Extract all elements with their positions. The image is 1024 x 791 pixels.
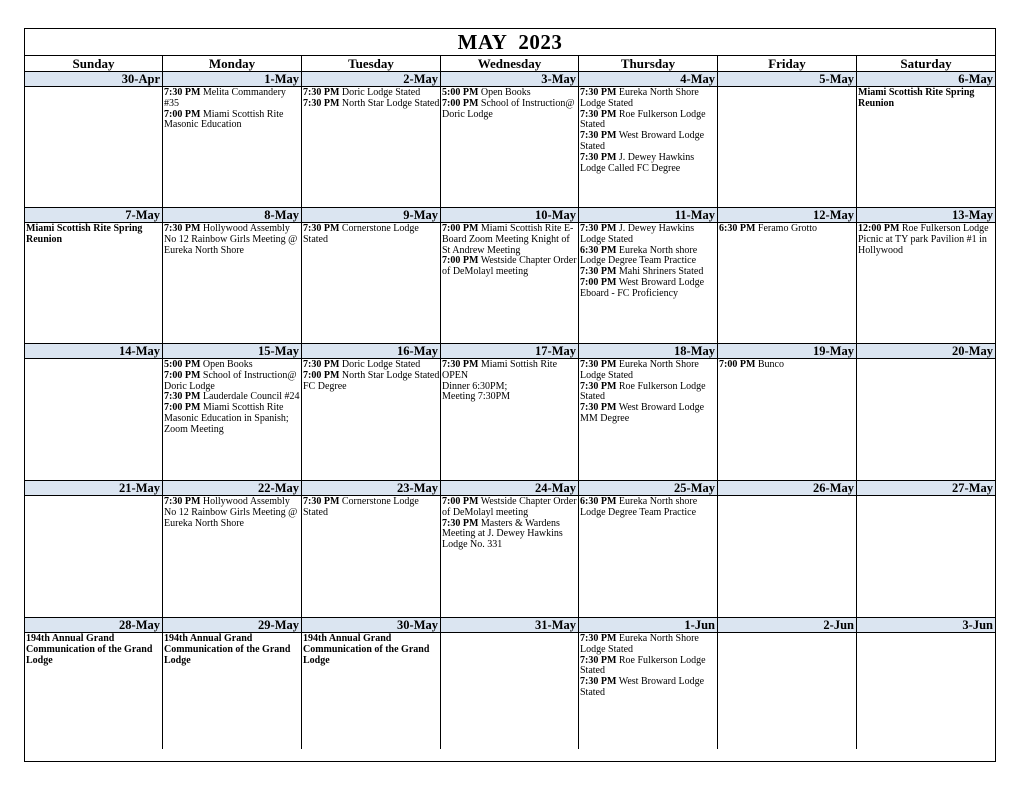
event-item[interactable] [164, 497, 301, 529]
event-item[interactable] [442, 519, 578, 551]
event-item[interactable] [580, 278, 717, 300]
date-label: 19-May [718, 344, 856, 359]
day-cell[interactable] [441, 481, 579, 618]
event-item[interactable] [164, 110, 301, 132]
day-cell[interactable] [302, 344, 441, 481]
event-time: 7:30 PM [580, 654, 617, 666]
event-time: 7:00 PM [164, 108, 201, 120]
day-cell[interactable] [579, 344, 718, 481]
event-time: 7:00 PM [164, 369, 201, 381]
day-cell[interactable] [441, 344, 579, 481]
event-list [163, 223, 301, 256]
date-label: 16-May [302, 344, 440, 359]
day-cell[interactable] [857, 208, 995, 344]
date-label: 18-May [579, 344, 717, 359]
day-cell[interactable] [857, 481, 995, 618]
date-label: 25-May [579, 481, 717, 496]
event-text: J. Dewey Hawkins Lodge Called FC Degree [580, 151, 695, 174]
day-cell[interactable] [302, 208, 441, 344]
event-text: Miami Scottish Rite Spring Reunion [858, 87, 975, 109]
event-text: Meeting 7:30PM [442, 391, 511, 403]
calendar [24, 28, 996, 762]
event-time: 7:30 PM [580, 380, 617, 392]
event-item[interactable] [580, 497, 717, 519]
event-list [25, 496, 162, 497]
event-item[interactable] [580, 403, 717, 425]
day-cell[interactable] [25, 72, 163, 208]
date-label: 12-May [718, 208, 856, 223]
event-text: Roe Fulkerson Lodge Stated [580, 654, 706, 677]
event-text: 194th Annual Grand Communication of the Grand Lodge [26, 633, 153, 666]
day-cell[interactable] [718, 618, 857, 749]
event-list [718, 359, 856, 371]
event-text: Miami Scottish Rite E-Board Zoom Meeting Knight of St Andrew Meeting [442, 223, 574, 256]
event-text: Miami Sottish Rite OPEN [442, 359, 558, 381]
event-text: Eureka North shore Lodge Degree Team Practice [580, 496, 698, 518]
event-list [25, 359, 162, 360]
event-time: 6:30 PM [580, 244, 617, 256]
event-time: 7:00 PM [442, 255, 479, 267]
date-label: 1-Jun [579, 618, 717, 633]
event-list [441, 87, 578, 120]
event-item[interactable] [164, 371, 301, 393]
event-list [163, 496, 301, 529]
date-label: 13-May [857, 208, 995, 223]
event-time: 7:00 PM [719, 359, 756, 370]
event-item[interactable] [442, 360, 578, 382]
date-label: 22-May [163, 481, 301, 496]
event-text: West Broward Lodge Stated [580, 676, 705, 698]
event-list [302, 223, 440, 246]
event-text: School of Instruction@ Doric Lodge [442, 97, 575, 120]
event-list [857, 633, 995, 634]
event-text: West Broward Lodge MM Degree [580, 402, 705, 424]
date-label: 17-May [441, 344, 578, 359]
event-time: 7:30 PM [164, 223, 201, 234]
day-cell[interactable] [163, 344, 302, 481]
event-text: Cornerstone Lodge Stated [303, 223, 419, 245]
event-item[interactable] [26, 224, 162, 246]
event-item[interactable] [303, 634, 440, 666]
event-time: 12:00 PM [858, 223, 900, 234]
day-cell[interactable] [857, 344, 995, 481]
event-item[interactable] [442, 256, 578, 278]
event-text: Hollywood Assembly No 12 Rainbow Girls Meeting @ Eureka North Shore [164, 496, 298, 529]
event-text: West Broward Lodge Stated [580, 130, 705, 152]
day-cell[interactable] [25, 344, 163, 481]
day-cell[interactable] [25, 618, 163, 749]
date-label: 3-Jun [857, 618, 995, 633]
event-item[interactable] [580, 382, 717, 404]
date-label: 8-May [163, 208, 301, 223]
event-item[interactable] [580, 656, 717, 678]
day-cell[interactable] [163, 72, 302, 208]
event-time: 7:00 PM [442, 97, 479, 109]
event-text: Open Books [202, 359, 253, 370]
event-text: Cornerstone Lodge Stated [303, 496, 419, 518]
event-text: Masters & Wardens Meeting at J. Dewey Hawkins Lodge No. 331 [442, 517, 563, 551]
date-label: 2-Jun [718, 618, 856, 633]
day-cell[interactable] [579, 481, 718, 618]
event-item[interactable] [580, 153, 717, 175]
event-list [441, 496, 578, 551]
date-label: 29-May [163, 618, 301, 633]
day-cell[interactable] [857, 618, 995, 749]
day-cell[interactable] [302, 72, 441, 208]
day-cell[interactable] [441, 72, 579, 208]
event-time: 7:30 PM [303, 87, 340, 98]
day-cell[interactable] [718, 481, 857, 618]
date-label: 1-May [163, 72, 301, 87]
day-cell[interactable] [718, 344, 857, 481]
date-label: 7-May [25, 208, 162, 223]
event-list [857, 87, 995, 110]
day-cell[interactable] [163, 481, 302, 618]
event-text: Eureka North Shore Lodge Stated [580, 633, 699, 655]
event-text: Miami Scottish Rite Masonic Education [164, 108, 284, 131]
event-item[interactable] [303, 497, 440, 519]
event-text: School of Instruction@ Doric Lodge [164, 369, 297, 392]
event-item[interactable] [303, 99, 440, 110]
weekday-header: Friday [718, 56, 857, 71]
date-label: 4-May [579, 72, 717, 87]
event-text: Hollywood Assembly No 12 Rainbow Girls Meeting @ Eureka North Shore [164, 223, 298, 256]
event-text: Eureka North Shore Lodge Stated [580, 359, 699, 381]
date-label: 23-May [302, 481, 440, 496]
event-time: 7:30 PM [580, 223, 617, 234]
event-item[interactable] [719, 360, 856, 371]
event-time: 7:30 PM [580, 151, 617, 163]
event-time: 7:30 PM [580, 87, 617, 98]
weekday-header: Thursday [579, 56, 718, 71]
day-cell[interactable] [579, 208, 718, 344]
event-list [718, 633, 856, 634]
date-label: 6-May [857, 72, 995, 87]
event-list [579, 87, 717, 174]
event-text: Westside Chapter Order of DeMolayl meeting [442, 255, 577, 278]
day-cell[interactable] [441, 208, 579, 344]
event-list [579, 496, 717, 519]
event-text: North Star Lodge Stated [341, 97, 440, 109]
event-item[interactable] [442, 224, 578, 256]
event-time: 7:30 PM [580, 359, 617, 370]
event-time: 7:30 PM [164, 391, 201, 403]
event-list [302, 496, 440, 519]
day-cell[interactable] [302, 481, 441, 618]
weekday-header: Saturday [900, 56, 952, 71]
event-text: J. Dewey Hawkins Lodge Stated [580, 223, 695, 245]
event-text: Eureka North Shore Lodge Stated [580, 87, 699, 109]
event-list [163, 359, 301, 436]
date-label: 24-May [441, 481, 578, 496]
event-text: Westside Chapter Order of DeMolayl meeting [442, 496, 577, 518]
event-item[interactable] [858, 224, 995, 256]
event-time: 7:00 PM [164, 402, 201, 414]
date-label: 30-Apr [25, 72, 162, 87]
event-item[interactable] [580, 246, 717, 268]
event-list [441, 633, 578, 634]
day-cell[interactable] [25, 208, 163, 344]
event-time: 7:30 PM [164, 87, 201, 98]
date-label: 31-May [441, 618, 578, 633]
event-list [579, 223, 717, 300]
event-item[interactable] [442, 392, 578, 403]
event-text: Melita Commandery #35 [164, 87, 286, 109]
event-text: Miami Scottish Rite Masonic Education in Spanish; Zoom Meeting [164, 402, 289, 435]
event-item[interactable] [580, 360, 717, 382]
date-label: 11-May [579, 208, 717, 223]
event-time: 7:00 PM [442, 223, 479, 234]
date-label: 27-May [857, 481, 995, 496]
event-list [857, 223, 995, 256]
event-time: 7:30 PM [442, 359, 479, 370]
date-label: 5-May [718, 72, 856, 87]
event-text: 194th Annual Grand Communication of the Grand Lodge [164, 633, 291, 666]
day-cell[interactable] [163, 618, 302, 749]
day-cell[interactable] [302, 618, 441, 749]
date-label: 14-May [25, 344, 162, 359]
event-item[interactable] [303, 224, 440, 246]
event-list [25, 633, 162, 666]
event-item[interactable] [442, 497, 578, 519]
day-cell[interactable] [441, 618, 579, 749]
date-label: 9-May [302, 208, 440, 223]
event-time: 5:00 PM [442, 87, 479, 98]
event-text: Eureka North shore Lodge Degree Team Practice [580, 244, 698, 267]
event-time: 7:30 PM [442, 517, 479, 529]
event-item[interactable] [164, 634, 301, 666]
event-list [163, 87, 301, 131]
event-list [302, 359, 440, 392]
event-list [441, 223, 578, 278]
date-label: 15-May [163, 344, 301, 359]
day-cell[interactable] [718, 208, 857, 344]
day-cell[interactable] [857, 72, 995, 208]
weekday-header: Tuesday [302, 56, 441, 71]
event-time: 7:30 PM [580, 266, 617, 278]
event-text: Open Books [480, 87, 531, 98]
event-time: 7:30 PM [303, 223, 340, 234]
event-list [718, 87, 856, 88]
date-label: 2-May [302, 72, 440, 87]
event-list [302, 633, 440, 666]
event-item[interactable] [580, 131, 717, 153]
day-cell[interactable] [718, 72, 857, 208]
event-time: 7:00 PM [303, 369, 340, 381]
event-time: 7:30 PM [303, 359, 340, 370]
date-label: 26-May [718, 481, 856, 496]
event-text: Feramo Grotto [757, 223, 818, 234]
date-label: 10-May [441, 208, 578, 223]
event-list [25, 223, 162, 246]
event-text: Roe Fulkerson Lodge Stated [580, 380, 706, 403]
event-time: 5:00 PM [164, 359, 201, 370]
event-item[interactable] [164, 403, 301, 435]
event-time: 6:30 PM [719, 223, 756, 234]
event-item[interactable] [164, 88, 301, 110]
event-text: Bunco [757, 359, 784, 370]
event-item[interactable] [580, 634, 717, 656]
event-time: 7:30 PM [580, 130, 617, 142]
event-text: Lauderdale Council #24 [202, 391, 300, 403]
event-text: West Broward Lodge Eboard - FC Proficiency [580, 276, 705, 299]
weekday-header: Monday [163, 56, 302, 71]
event-list [302, 87, 440, 110]
event-item[interactable] [303, 371, 440, 393]
event-time: 7:30 PM [580, 633, 617, 644]
event-text: 194th Annual Grand Communication of the Grand Lodge [303, 633, 430, 666]
weekday-header-row [25, 56, 995, 72]
event-time: 7:30 PM [164, 496, 201, 507]
event-item[interactable] [442, 99, 578, 121]
event-list [441, 359, 578, 403]
event-item[interactable] [580, 224, 717, 246]
event-item[interactable] [858, 88, 995, 110]
event-list [579, 633, 717, 699]
day-cell[interactable] [579, 618, 718, 749]
event-time: 6:30 PM [580, 496, 617, 507]
event-list [718, 496, 856, 497]
event-list [579, 359, 717, 425]
event-item[interactable] [26, 634, 162, 666]
calendar-title: MAY 2023 [25, 29, 995, 56]
event-text: Roe Fulkerson Lodge Picnic at TY park Pavilion #1 in Hollywood [858, 223, 989, 256]
event-item[interactable] [580, 88, 717, 110]
event-time: 7:30 PM [580, 402, 617, 414]
day-cell[interactable] [579, 72, 718, 208]
event-text: Doric Lodge Stated [341, 359, 421, 370]
day-cell[interactable] [163, 208, 302, 344]
day-cell[interactable] [25, 481, 163, 618]
event-list [857, 496, 995, 497]
weekday-header: Wednesday [441, 56, 579, 71]
event-list [718, 223, 856, 235]
event-item[interactable] [164, 224, 301, 256]
date-label: 20-May [857, 344, 995, 359]
date-label: 3-May [441, 72, 578, 87]
event-time: 7:00 PM [442, 496, 479, 507]
event-time: 7:30 PM [303, 97, 340, 109]
event-item[interactable] [580, 110, 717, 132]
event-list [857, 359, 995, 360]
event-time: 7:30 PM [303, 496, 340, 507]
event-text: Doric Lodge Stated [341, 87, 421, 98]
event-time: 7:00 PM [580, 276, 617, 288]
event-item[interactable] [719, 224, 856, 235]
date-label: 28-May [25, 618, 162, 633]
date-label: 30-May [302, 618, 440, 633]
date-label: 21-May [25, 481, 162, 496]
event-time: 7:30 PM [580, 676, 617, 688]
event-text: North Star Lodge Stated FC Degree [303, 369, 440, 392]
event-text: Mahi Shriners Stated [618, 266, 704, 278]
weekday-header: Sunday [25, 56, 163, 71]
event-text: Miami Scottish Rite Spring Reunion [26, 223, 143, 245]
calendar-grid [25, 72, 995, 749]
event-time: 7:30 PM [580, 108, 617, 120]
event-list [163, 633, 301, 666]
event-text: Roe Fulkerson Lodge Stated [580, 108, 706, 131]
event-text: Dinner 6:30PM; [442, 380, 508, 392]
event-item[interactable] [580, 677, 717, 699]
event-list [25, 87, 162, 88]
